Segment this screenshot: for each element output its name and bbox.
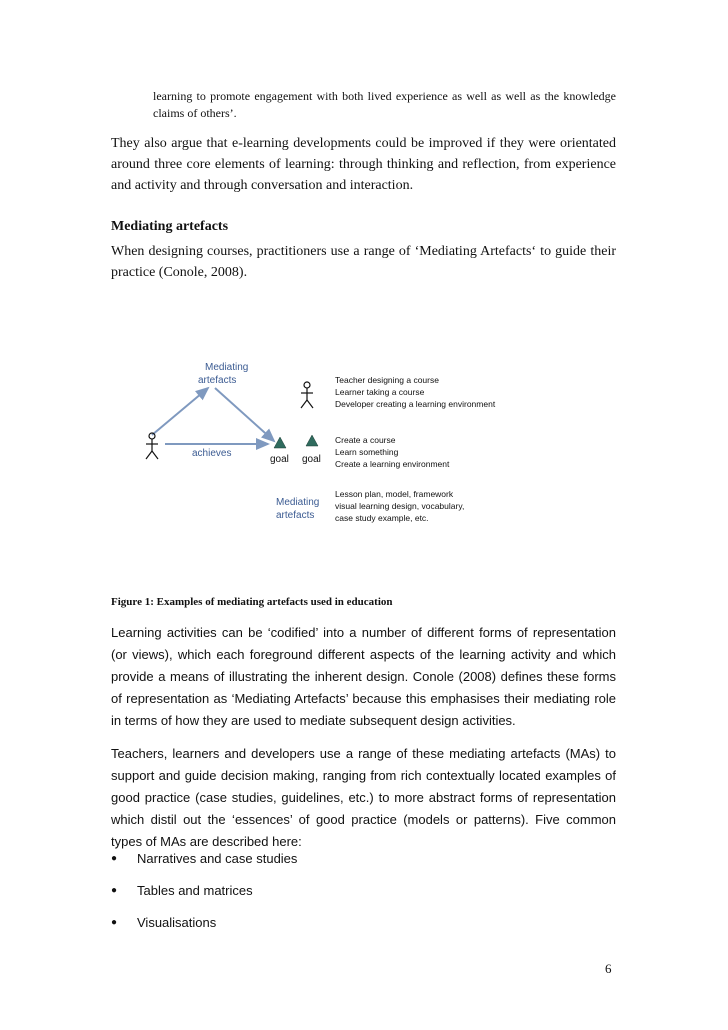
goal-item-1: Create a course: [335, 435, 396, 445]
goal-label-1: goal: [270, 454, 289, 465]
mediating-artefacts-diagram: [140, 355, 520, 535]
artefact-item-2: visual learning design, vocabulary,: [335, 501, 465, 511]
actor-item-2: Learner taking a course: [335, 387, 425, 397]
artefact-item-1: Lesson plan, model, framework: [335, 489, 454, 499]
top-mediating-label-line1: Mediating: [205, 362, 249, 373]
section-heading: Mediating artefacts: [111, 219, 229, 234]
list-item-label: Visualisations: [137, 915, 217, 930]
artefact-item-3: case study example, etc.: [335, 513, 429, 523]
arrow-left-up: [152, 388, 208, 435]
body-paragraph-1: They also argue that e-learning developments could be improved if they were orientated around three core elements of learning: through thinking and reflection, from experience and activity and through conversation and interaction.: [111, 136, 616, 193]
arrow-right-down: [215, 388, 274, 441]
actor-item-3: Developer creating a learning environment: [335, 399, 496, 409]
person-left-icon: [146, 433, 158, 459]
goal-triangle-icon-2: [306, 435, 318, 446]
bullet-icon: ●: [111, 917, 118, 928]
bullet-icon: ●: [111, 853, 118, 864]
bottom-mediating-label-line2: artefacts: [276, 510, 315, 521]
goal-item-2: Learn something: [335, 447, 399, 457]
figure-caption: Figure 1: Examples of mediating artefacts used in education: [111, 596, 393, 608]
person-right-icon: [301, 382, 313, 408]
block-quote: learning to promote engagement with both lived experience as well as well as the knowledge claims of others’.: [153, 89, 616, 120]
top-mediating-label-line2: artefacts: [198, 375, 237, 386]
bullet-icon: ●: [111, 885, 118, 896]
body-paragraph-3: Learning activities can be ‘codified’ into a number of different forms of representation (or views), which each foreground different aspects of the learning activity and which provide a means of illustrating the inherent design. Conole (2008) defines these forms of representation as ‘Mediating Artefacts’ because this emphasises their mediating role in terms of how they are used to mediate subsequent design activities.: [111, 625, 616, 728]
page-number: 6: [605, 961, 612, 976]
goal-label-2: goal: [302, 454, 321, 465]
body-paragraph-2: When designing courses, practitioners use a range of ‘Mediating Artefacts‘ to guide their practice (Conole, 2008).: [111, 244, 616, 280]
list-item: [111, 848, 616, 880]
list-item-label: Narratives and case studies: [137, 851, 298, 866]
goal-item-3: Create a learning environment: [335, 459, 450, 469]
achieves-label: achieves: [192, 448, 232, 459]
list-item: [111, 912, 616, 944]
list-item-label: Tables and matrices: [137, 883, 253, 898]
list-item: [111, 880, 616, 912]
ma-types-list: [111, 848, 616, 944]
body-paragraph-4: Teachers, learners and developers use a range of these mediating artefacts (MAs) to support and guide decision making, ranging from rich contextually located examples of good practice (case studies, guidelines, etc.) to more abstract forms of representation which distil out the ‘essences’ of good practice (models or patterns). Five common types of MAs are described here:: [111, 746, 616, 849]
actor-item-1: Teacher designing a course: [335, 375, 439, 385]
bottom-mediating-label-line1: Mediating: [276, 497, 320, 508]
goal-triangle-icon-1: [274, 437, 286, 448]
